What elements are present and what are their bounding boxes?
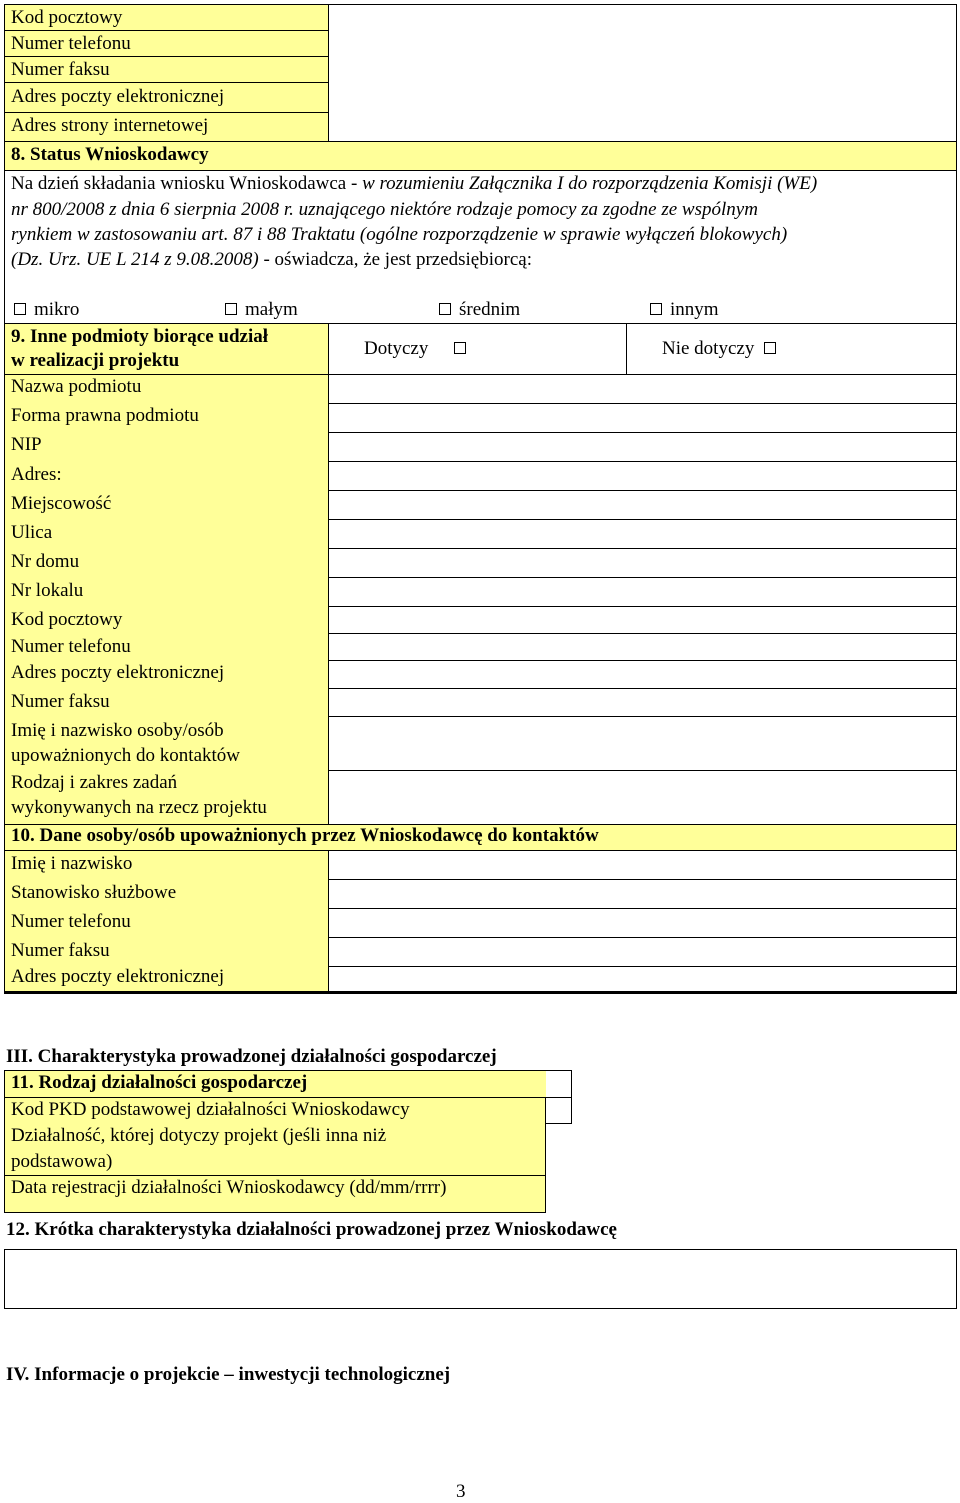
s9-row-name: Nazwa podmiotu bbox=[11, 376, 142, 397]
checkbox-icon bbox=[764, 342, 776, 354]
s9-row-apt-no: Nr lokalu bbox=[11, 580, 84, 601]
nie-dotyczy-option[interactable]: Nie dotyczy bbox=[662, 338, 784, 360]
option-mikro[interactable]: mikro bbox=[14, 299, 79, 321]
s10-row-name: Imię i nazwisko bbox=[11, 853, 133, 874]
s9-row-email: Adres poczty elektronicznej bbox=[11, 662, 225, 683]
section12-heading: 12. Krótka charakterystyka działalności prowadzonej przez Wnioskodawcę bbox=[6, 1219, 617, 1240]
s11-other-line2: podstawowa) bbox=[11, 1151, 113, 1172]
s10-row-position: Stanowisko służbowe bbox=[11, 882, 177, 903]
section11-heading: 11. Rodzaj działalności gospodarczej bbox=[11, 1072, 308, 1093]
checkbox-icon bbox=[439, 303, 451, 315]
s11-pkd-label: Kod PKD podstawowej działalności Wnioskodawcy bbox=[11, 1099, 410, 1120]
s9-row-phone: Numer telefonu bbox=[11, 636, 131, 657]
s9-contact-line2: upoważnionych do kontaktów bbox=[11, 745, 241, 766]
s9-row-city: Miejscowość bbox=[11, 493, 112, 514]
top-row-postal: Kod pocztowy bbox=[11, 7, 123, 28]
s11-other-line1: Działalność, której dotyczy projekt (jeśli inna niż bbox=[11, 1125, 387, 1146]
dotyczy-option[interactable]: Dotyczy bbox=[364, 338, 474, 360]
s9-row-legal-form: Forma prawna podmiotu bbox=[11, 405, 199, 426]
checkbox-icon bbox=[225, 303, 237, 315]
top-value-field[interactable] bbox=[329, 5, 956, 141]
checkbox-icon bbox=[650, 303, 662, 315]
checkbox-icon bbox=[14, 303, 26, 315]
s11-regdate-label: Data rejestracji działalności Wnioskodawcy (dd/mm/rrrr) bbox=[11, 1177, 447, 1198]
section12-textbox[interactable] bbox=[4, 1249, 957, 1309]
s9-row-postal: Kod pocztowy bbox=[11, 609, 123, 630]
option-malym[interactable]: małym bbox=[225, 299, 298, 321]
option-srednim[interactable]: średnim bbox=[439, 299, 520, 321]
option-innym[interactable]: innym bbox=[650, 299, 719, 321]
section10-bottom-rule bbox=[4, 991, 957, 994]
s9-tasks-line1: Rodzaj i zakres zadań bbox=[11, 772, 178, 793]
status-text-line3: rynkiem w zastosowaniu art. 87 i 88 Traktatu (ogólne rozporządzenie w sprawie wyłączeń blokowych) bbox=[11, 224, 788, 245]
s9-contact-line1: Imię i nazwisko osoby/osób bbox=[11, 720, 224, 741]
page-number: 3 bbox=[456, 1481, 466, 1502]
s10-row-email: Adres poczty elektronicznej bbox=[11, 966, 225, 987]
s9-row-nip: NIP bbox=[11, 434, 42, 455]
section10-heading: 10. Dane osoby/osób upoważnionych przez Wnioskodawcę do kontaktów bbox=[11, 825, 599, 846]
s9-tasks-line2: wykonywanych na rzecz projektu bbox=[11, 797, 267, 818]
section3-heading: III. Charakterystyka prowadzonej działalności gospodarczej bbox=[6, 1046, 497, 1067]
status-text-line1: Na dzień składania wniosku Wnioskodawca - w rozumieniu Załącznika I do rozporządzenia Komisji (WE) bbox=[11, 173, 818, 194]
checkbox-icon bbox=[454, 342, 466, 354]
section4-heading: IV. Informacje o projekcie – inwestycji technologicznej bbox=[6, 1364, 451, 1385]
top-row-fax: Numer faksu bbox=[11, 59, 110, 80]
s10-row-fax: Numer faksu bbox=[11, 940, 110, 961]
s9-row-house-no: Nr domu bbox=[11, 551, 80, 572]
top-row-phone: Numer telefonu bbox=[11, 33, 131, 54]
s10-row-phone: Numer telefonu bbox=[11, 911, 131, 932]
status-text-line2: nr 800/2008 z dnia 6 sierpnia 2008 r. uznającego niektóre rodzaje pomocy za zgodne ze wspólnym bbox=[11, 199, 758, 220]
s9-row-street: Ulica bbox=[11, 522, 53, 543]
status-heading: 8. Status Wnioskodawcy bbox=[11, 144, 209, 165]
status-text-line4: (Dz. Urz. UE L 214 z 9.08.2008) - oświadcza, że jest przedsiębiorcą: bbox=[11, 249, 532, 270]
top-row-email: Adres poczty elektronicznej bbox=[11, 86, 225, 107]
section9-heading-line1: 9. Inne podmioty biorące udział bbox=[11, 326, 269, 347]
s9-row-address: Adres: bbox=[11, 464, 62, 485]
section9-heading-line2: w realizacji projektu bbox=[11, 350, 180, 371]
s9-row-fax: Numer faksu bbox=[11, 691, 110, 712]
top-row-website: Adres strony internetowej bbox=[11, 115, 209, 136]
